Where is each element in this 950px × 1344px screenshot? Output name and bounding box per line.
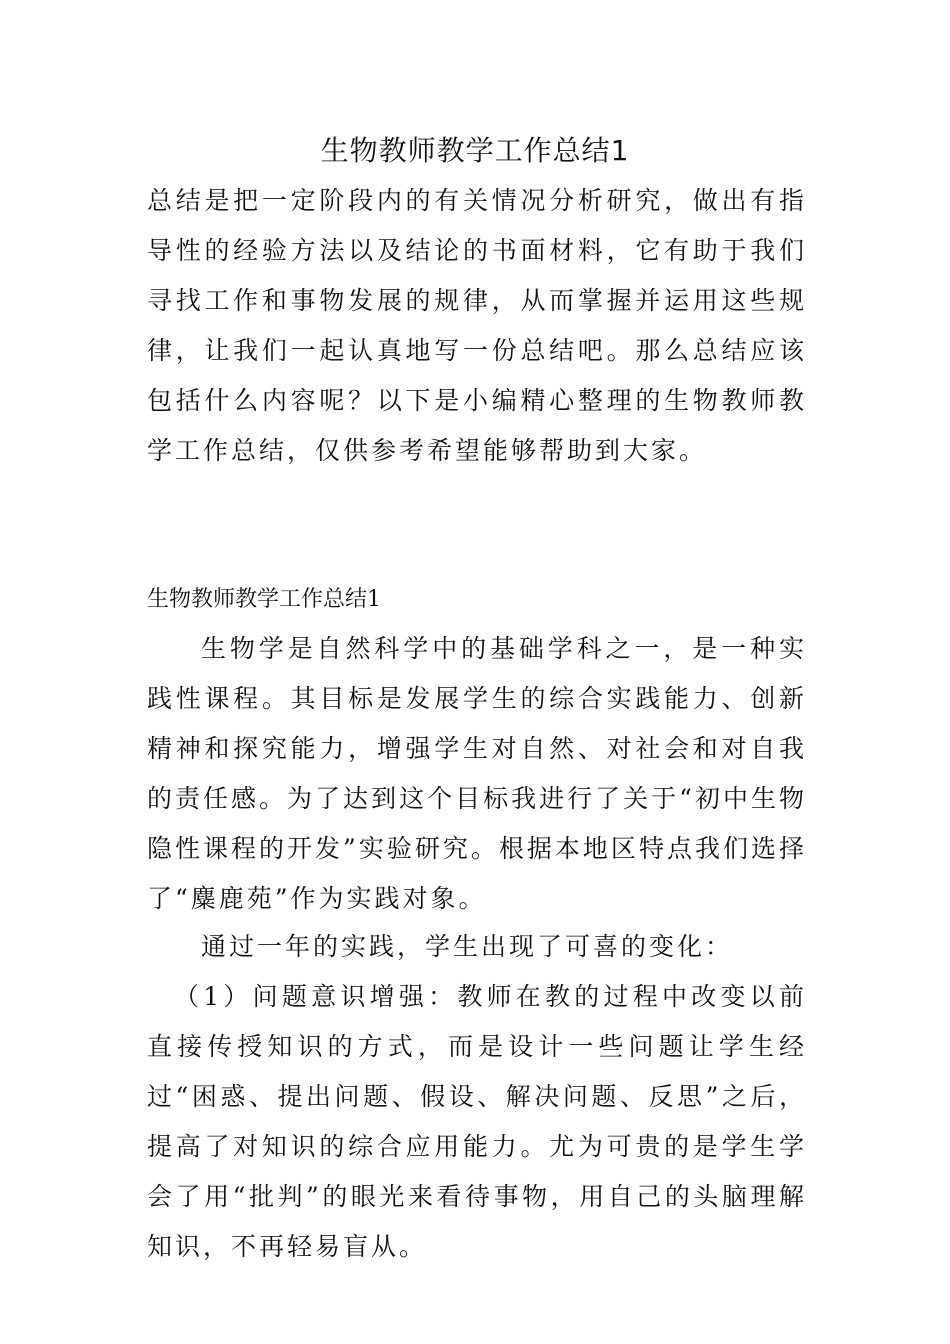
document-title: 生物教师教学工作总结1 [320, 134, 630, 167]
intro-paragraph: 总结是把一定阶段内的有关情况分析研究，做出有指导性的经验方法以及结论的书面材料，它有助于我们寻找工作和事物发展的规律，从而掌握并运用这些规律，让我们一起认真地写一份总结吧。那么总结应该包括什么内容呢？以下是小编精心整理的生物教师教学工作总结，仅供参考希望能够帮助到大家。 [147, 186, 807, 465]
body-paragraph: 通过一年的实践，学生出现了可喜的变化： [201, 932, 734, 961]
body-paragraph: （1）问题意识增强：教师在教的过程中改变以前直接传授知识的方式，而是设计一些问题让学生经过“困惑、提出问题、假设、解决问题、反思”之后，提高了对知识的综合应用能力。尤为可贵的是学生学会了用“批判”的眼光来看待事物，用自己的头脑理解知识，不再轻易盲从。 [147, 982, 807, 1261]
body-paragraph: 生物学是自然科学中的基础学科之一，是一种实践性课程。其目标是发展学生的综合实践能力、创新精神和探究能力，增强学生对自然、对社会和对自我的责任感。为了达到这个目标我进行了关于“初中生物隐性课程的开发”实验研究。根据本地区特点我们选择了“麋鹿苑”作为实践对象。 [147, 634, 807, 913]
section-heading: 生物教师教学工作总结1 [147, 587, 381, 612]
